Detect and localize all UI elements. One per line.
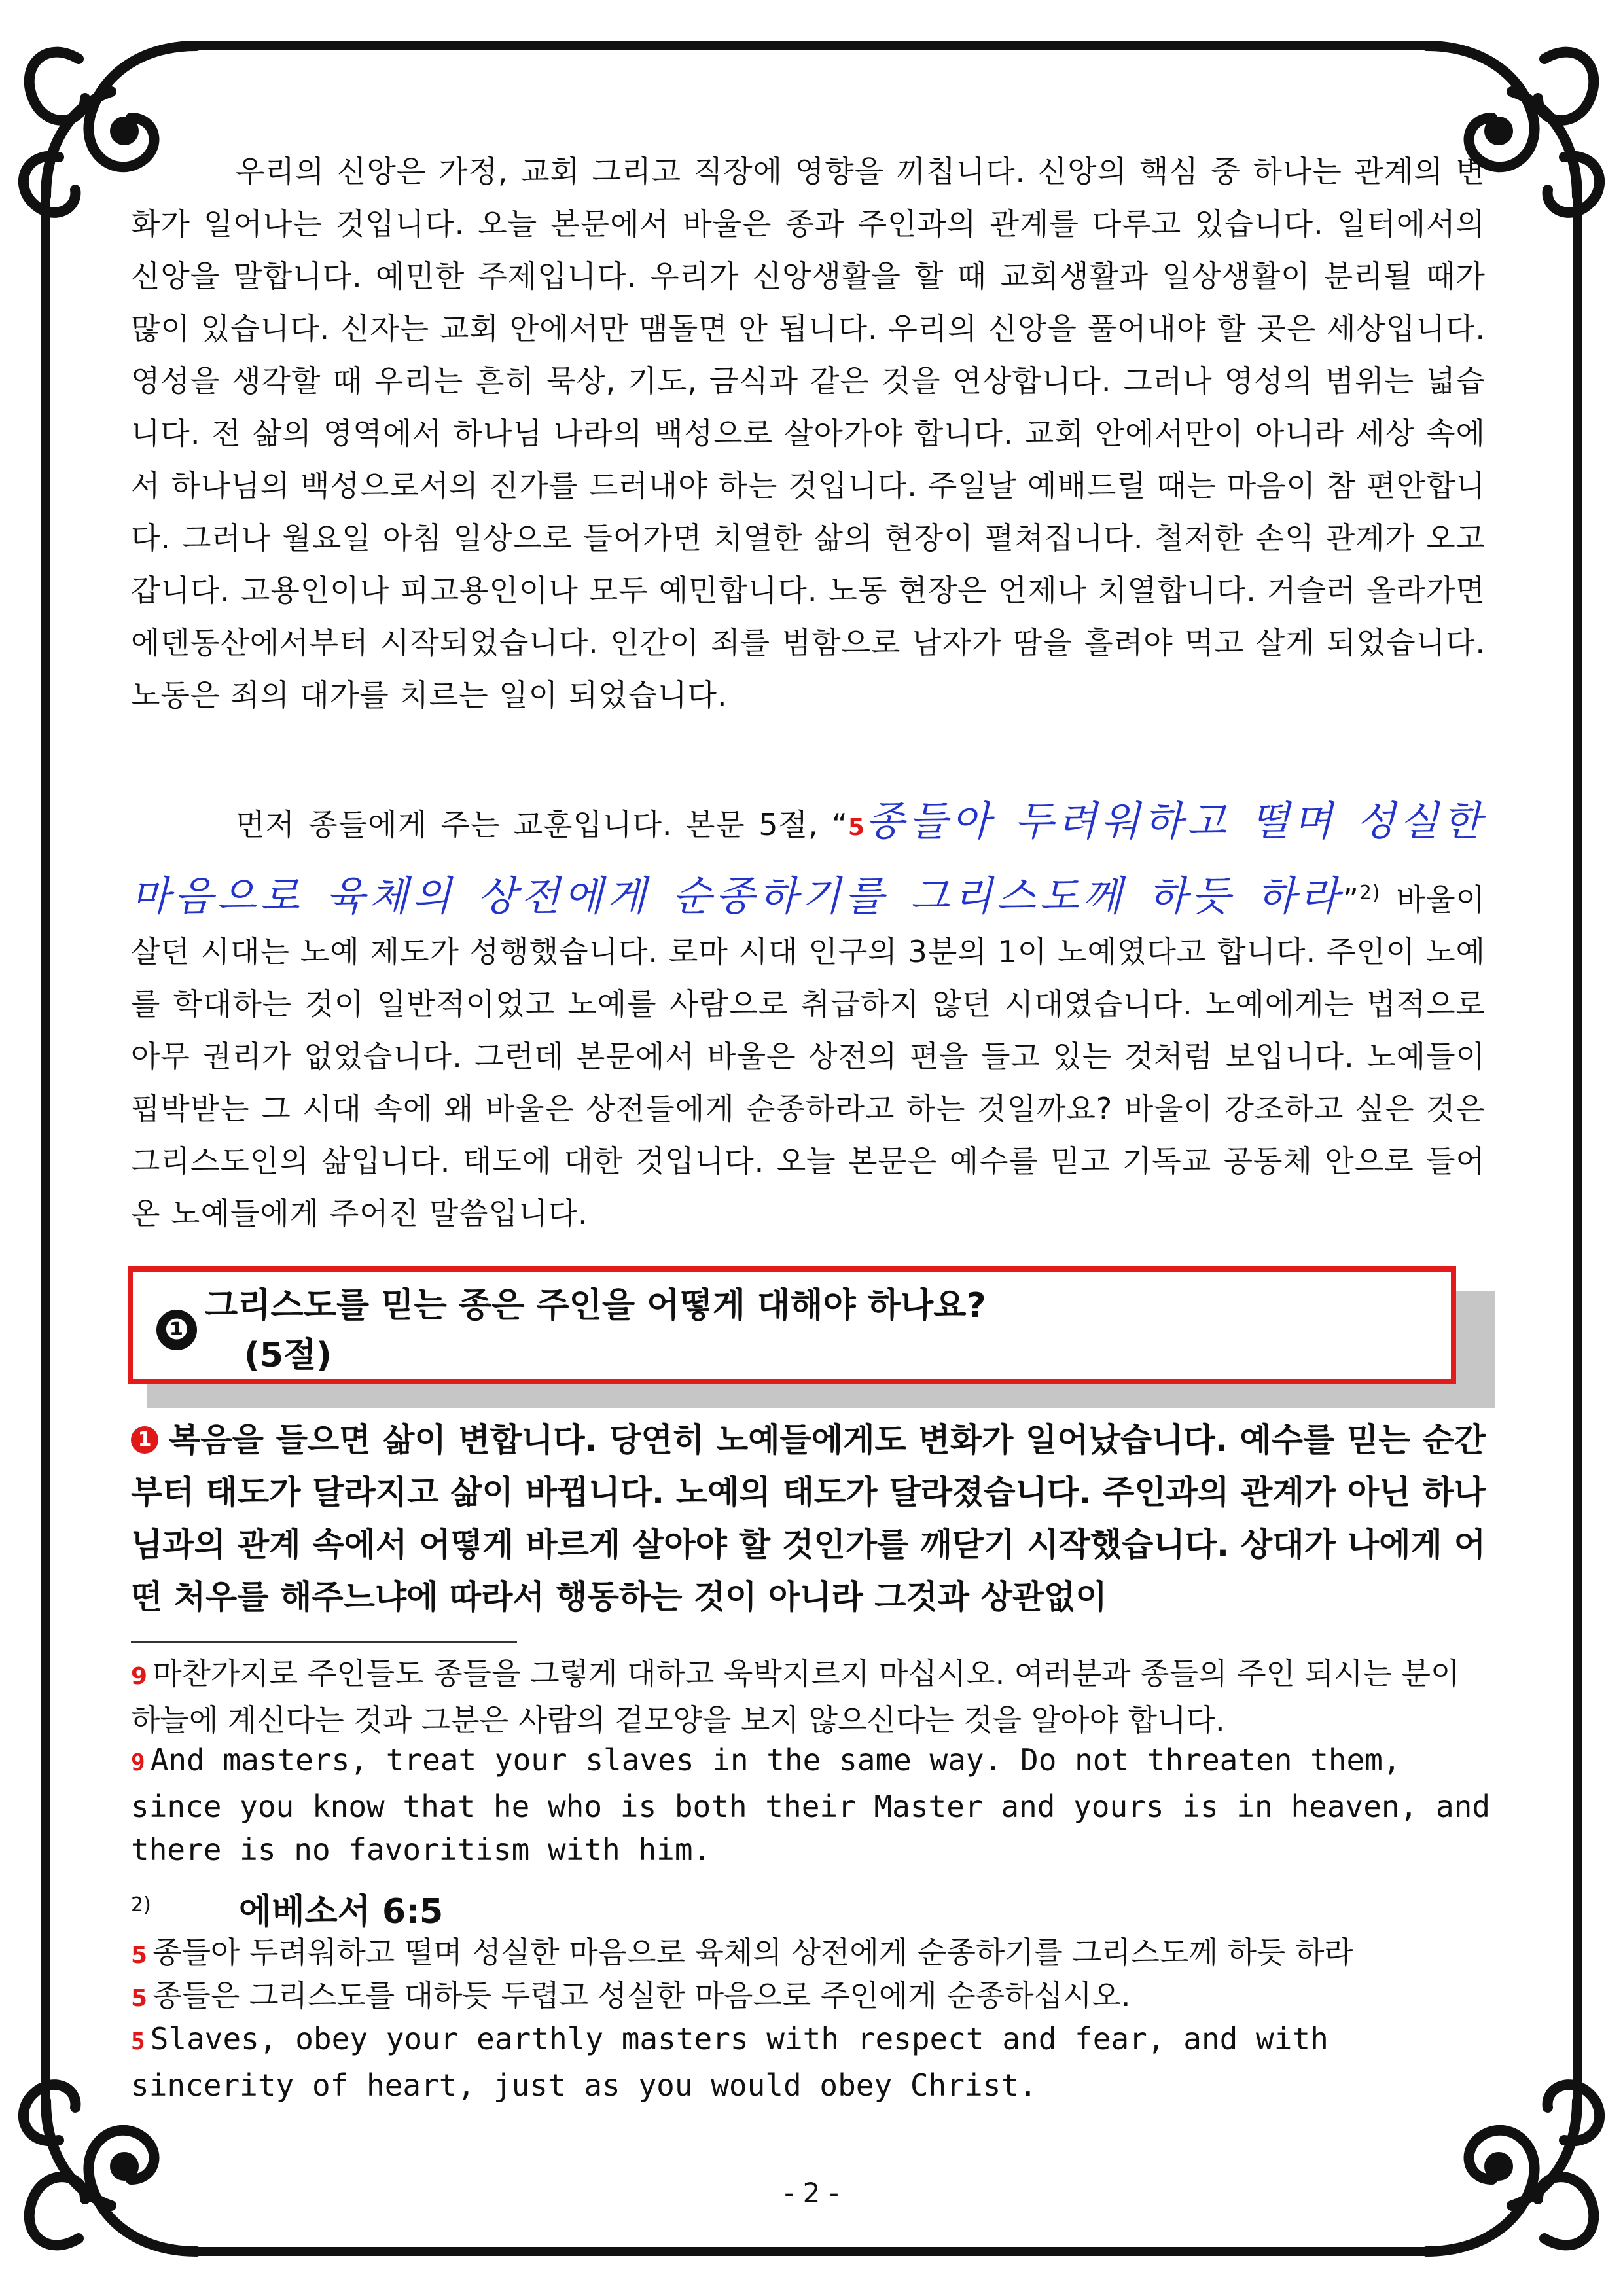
answer-paragraph xyxy=(131,1414,1486,1623)
footnote-divider xyxy=(131,1641,517,1643)
footnote-9-english: 9 And masters, treat your slaves in the same way. Do not threaten them, since you know that he who is both their Master and yours is in heaven, and there is no favoritism with him. xyxy=(131,1742,1491,1867)
footnote-verse-number: 5 xyxy=(131,2028,145,2055)
question-box xyxy=(128,1266,1456,1384)
footnote-9-korean: 9 마찬가지로 주인들도 종들을 그렇게 대하고 욱박지르지 마십시오. 여러분과 종들의 주인 되시는 분이 하늘에 계신다는 것과 그분은 사람의 겉모양을 보지 않으신다는 것을 알아야 합니다. xyxy=(131,1656,1460,1738)
paragraph-2-lead: 먼저 종들에게 주는 교훈입니다. 본문 5절, “ xyxy=(236,807,848,842)
answer-text: 복음을 들으면 삶이 변합니다. 당연히 노예들에게도 변화가 일어났습니다. 예수를 믿는 순간부터 태도가 달라지고 삶이 바뀝니다. 노예의 태도가 달라졌습니다. 주인과의 관계가 아닌 하나님과의 관계 속에서 어떻게 바르게 살아야 할 것인가를 깨닫기 시작했습니다. 상대가 나에게 어떤 처우를 해주느냐에 따라서 행동하는 것이 아니라 그것과 상관없이 xyxy=(131,1421,1486,1616)
page-number: - 2 - xyxy=(784,2177,839,2209)
footnote-2-title: 에베소서 6:5 xyxy=(239,1892,444,1931)
paragraph-2-rest: 바울이 살던 시대는 노예 제도가 성행했습니다. 로마 시대 인구의 3분의 1이 노예였다고 합니다. 주인이 노예를 학대하는 것이 일반적이었고 노예를 사람으로 취급하지 않던 시대였습니다. 노예에게는 법적으로 아무 권리가 없었습니다. 그런데 본문에서 바울은 상전의 편을 들고 있는 것처럼 보입니다. 노예들이 핍박받는 그 시대 속에 왜 바울은 상전들에게 순종하라고 하는 것일까요? 바울이 강조하고 싶은 것은 그리스도인의 삶입니다. 태도에 대한 것입니다. 오늘 본문은 예수를 믿고 기독교 공동체 안으로 들어온 노예들에게 주어진 말씀입니다. xyxy=(131,882,1486,1232)
body-paragraph-1: 우리의 신앙은 가정, 교회 그리고 직장에 영향을 끼칩니다. 신앙의 핵심 중 하나는 관계의 변화가 일어나는 것입니다. 오늘 본문에서 바울은 종과 주인과의 관계를 다루고 있습니다. 일터에서의 신앙을 말합니다. 예민한 주제입니다. 우리가 신앙생활을 할 때 교회생활과 일상생활이 분리될 때가 많이 있습니다. 신자는 교회 안에서만 맴돌면 안 됩니다. 우리의 신앙을 풀어내야 할 곳은 세상입니다. 영성을 생각할 때 우리는 흔히 묵상, 기도, 금식과 같은 것을 연상합니다. 그러나 영성의 범위는 넓습니다. 전 삶의 영역에서 하나님 나라의 백성으로 살아가야 합니다. 교회 안에서만이 아니라 세상 속에서 하나님의 백성으로서의 진가를 드러내야 하는 것입니다. 주일날 예배드릴 때는 마음이 참 편안합니다. 그러나 월요일 아침 일상으로 들어가면 치열한 삶의 현장이 펼쳐집니다. 철저한 손익 관계가 오고 갑니다. 고용인이나 피고용인이나 모두 예민합니다. 노동 현장은 언제나 치열합니다. 거슬러 올라가면 에덴동산에서부터 시작되었습니다. 인간이 죄를 범함으로 남자가 땀을 흘려야 먹고 살게 되었습니다. 노동은 죄의 대가를 치르는 일이 되었습니다. xyxy=(131,154,1486,713)
body-paragraph-2 xyxy=(131,782,1486,1240)
footnote-2-line-b: 5 종들은 그리스도를 대하듯 두렵고 성실한 마음으로 주인에게 순종하십시오. xyxy=(131,1978,1131,2013)
footnote-2-line-a: 5 종들아 두려워하고 떨며 성실한 마음으로 육체의 상전에게 순종하기를 그리스도께 하듯 하라 xyxy=(131,1935,1353,1970)
quote-close: ” xyxy=(1343,882,1359,918)
footnote-2-english: 5 Slaves, obey your earthly masters with respect and fear, and with sincerity of heart, just as you would obey Christ. xyxy=(131,2021,1329,2103)
question-line-2: (5절) xyxy=(244,1336,332,1375)
footnote-verse-number: 9 xyxy=(131,1663,148,1690)
footnote-verse-number: 5 xyxy=(131,1985,148,2012)
verse-number: 5 xyxy=(847,814,865,841)
question-text xyxy=(205,1281,986,1380)
footnote-verse-number: 9 xyxy=(131,1749,145,1776)
footnote-2-marker: 2) xyxy=(131,1893,151,1916)
red-circle-number-icon: 1 xyxy=(131,1426,158,1454)
question-line-1: 그리스도를 믿는 종은 주인을 어떻게 대해야 하나요? xyxy=(205,1286,986,1325)
footnote-ref: 2) xyxy=(1359,882,1381,905)
footnote-verse-number: 5 xyxy=(131,1942,148,1969)
black-circle-number-icon: ❶ xyxy=(156,1310,197,1350)
handwritten-quote: 종들아 두려워하고 떨며 성실한 마음으로 육체의 상전에게 순종하기를 그리스도께 하듯 하라 xyxy=(131,797,1486,920)
